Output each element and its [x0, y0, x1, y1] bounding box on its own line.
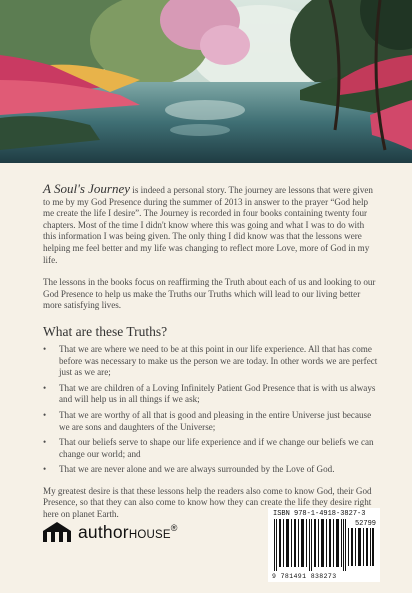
publisher-logo — [42, 521, 178, 543]
back-cover-text — [43, 183, 378, 521]
isbn-barcode — [268, 508, 380, 582]
bullet-icon: • — [43, 409, 47, 420]
truths-heading: What are these Truths? — [43, 323, 168, 339]
truth-item — [43, 383, 378, 406]
truth-item — [43, 410, 378, 433]
registered-mark: ® — [170, 522, 178, 533]
truths-list — [43, 344, 378, 476]
ean-barcode-icon — [274, 519, 346, 571]
truth-item — [43, 344, 378, 379]
intro-text: is indeed a personal story. The journey are lessons that were given to me by my God Presence during the summer of 2013 in answer to the prayer “God help me create the life I desire”. The Journey is recorded in four books containing twenty four chapters. Most of the time I didn't know where this was going and what I was to do with this information I was being given. The only thing I did know was that the lessons were helping me feel better and my life was changing to reflect more Love, more of God in my life. — [43, 185, 373, 265]
bullet-icon: • — [43, 343, 47, 354]
intro-paragraph — [43, 183, 378, 266]
house-logo-icon — [42, 521, 72, 543]
bullet-icon: • — [43, 437, 47, 448]
price-code: 52799 — [354, 520, 376, 528]
truth-item — [43, 464, 378, 476]
publisher-name-main: author — [78, 521, 129, 542]
truth-text: That we are where we need to be at this point in our life experience. All that has come before was necessary to make us the person we are today. In other words we are perfect just as we are; — [59, 343, 378, 378]
truth-text: That we are children of a Loving Infinitely Patient God Presence that is with us always and will help us in all things if we ask; — [59, 382, 376, 405]
publisher-name-house: HOUSE — [128, 528, 171, 541]
bullet-icon: • — [43, 382, 47, 393]
isbn-text: ISBN 978-1-4918-3827-3 — [273, 510, 366, 518]
book-title: A Soul's Journey — [43, 181, 131, 196]
truth-item — [43, 437, 378, 460]
bullet-icon: • — [43, 464, 47, 475]
price-barcode-icon — [348, 528, 374, 566]
truth-text: That we are never alone and we are always surrounded by the Love of God. — [59, 464, 335, 475]
publisher-name — [78, 522, 178, 543]
truth-text: That we are worthy of all that is good and pleasing in the entire Universe just because we are sons and daughters of the Universe; — [59, 409, 372, 432]
barcode-digits: 9 781491 838273 — [272, 573, 337, 580]
truth-text: That our beliefs serve to shape our life experience and if we change our beliefs we can change our world; and — [59, 437, 374, 459]
cover-painting — [0, 0, 412, 163]
paragraph-focus: The lessons in the books focus on reaffirming the Truth about each of us and looking to our God Presence to help us make the Truths our Truths which will lead to our living better more satisfying lives. — [43, 277, 376, 311]
closing-paragraph: My greatest desire is that these lessons help the readers also come to know God, their God Presence, so that they can also come to know how they can create the life they desire right here on planet Earth. — [43, 485, 372, 520]
